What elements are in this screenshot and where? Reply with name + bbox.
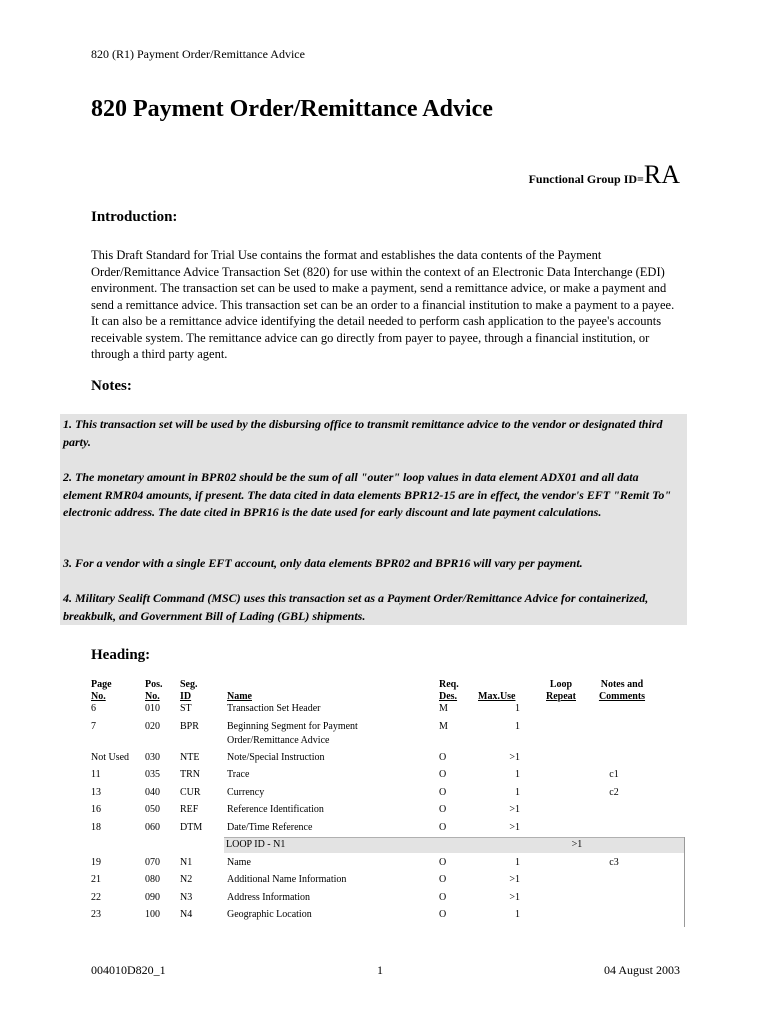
functional-group-value: RA [643,160,680,189]
functional-group-label: Functional Group ID= [528,172,644,186]
functional-group-id [529,160,680,190]
note-1: 1. This transaction set will be used by the disbursing office to transmit remittance advice to the vendor or designated third party. [63,417,663,449]
col-req-header: Req. Des. [439,679,459,702]
heading-section-title: Heading: [91,647,151,663]
page-title: 820 Payment Order/Remittance Advice [91,96,493,122]
col-notes-header: Notes and Comments [598,679,646,702]
col-page-header: Page No. [91,679,112,702]
col-name-header: Name [227,691,252,702]
introduction-text: This Draft Standard for Trial Use contains the format and establishes the data contents of the Payment Order/Remittance Advice Transaction Set (820) for use within the context of an Electronic Data Interchange (EDI) environment. The transaction set can be used to make a payment, send a remittance advice, or make a payment and send a remittance advice. This transaction set can be an order to a financial institution to make a payment to a payee. It can also be a remittance advice identifying the detail needed to perform cash application to the payee's accounts receivable system. The remittance advice can go directly from payer to payee, through a financial institution, or through a third party agent. [91,248,675,361]
loop-n1-bracket [684,837,685,927]
col-seg-header: Seg. ID [180,679,198,702]
introduction-heading: Introduction: [91,209,178,225]
footer-page-number: 1 [377,963,383,977]
notes-heading: Notes: [91,378,132,394]
notes-box [60,414,687,625]
col-loop-header: Loop Repeat [546,679,576,702]
note-4: 4. Military Sealift Command (MSC) uses this transaction set as a Payment Order/Remittance Advice for containerized, breakbulk, and Government Bill of Lading (GBL) shipments. [63,591,649,623]
loop-n1-label: LOOP ID - N1 [226,839,286,850]
footer-document-id: 004010D820_1 [91,963,166,977]
note-3: 3. For a vendor with a single EFT account, only data elements BPR02 and BPR16 will vary per payment. [63,556,583,570]
footer-date: 04 August 2003 [603,963,680,977]
col-maxuse-header: Max.Use [478,691,516,702]
running-header: 820 (R1) Payment Order/Remittance Advice [91,47,305,61]
col-pos-header: Pos. No. [145,679,163,702]
loop-n1-bar [224,837,684,853]
loop-n1-repeat: >1 [571,839,583,850]
note-2: 2. The monetary amount in BPR02 should be the sum of all "outer" loop values in data element ADX01 and all data element RMR04 amounts, if present. The data cited in data elements BPR12-15 are in effect, the vendor's EFT "Remit To" electronic address. The date cited in BPR16 is the date used for early discount and late payment calculations. [63,470,671,519]
